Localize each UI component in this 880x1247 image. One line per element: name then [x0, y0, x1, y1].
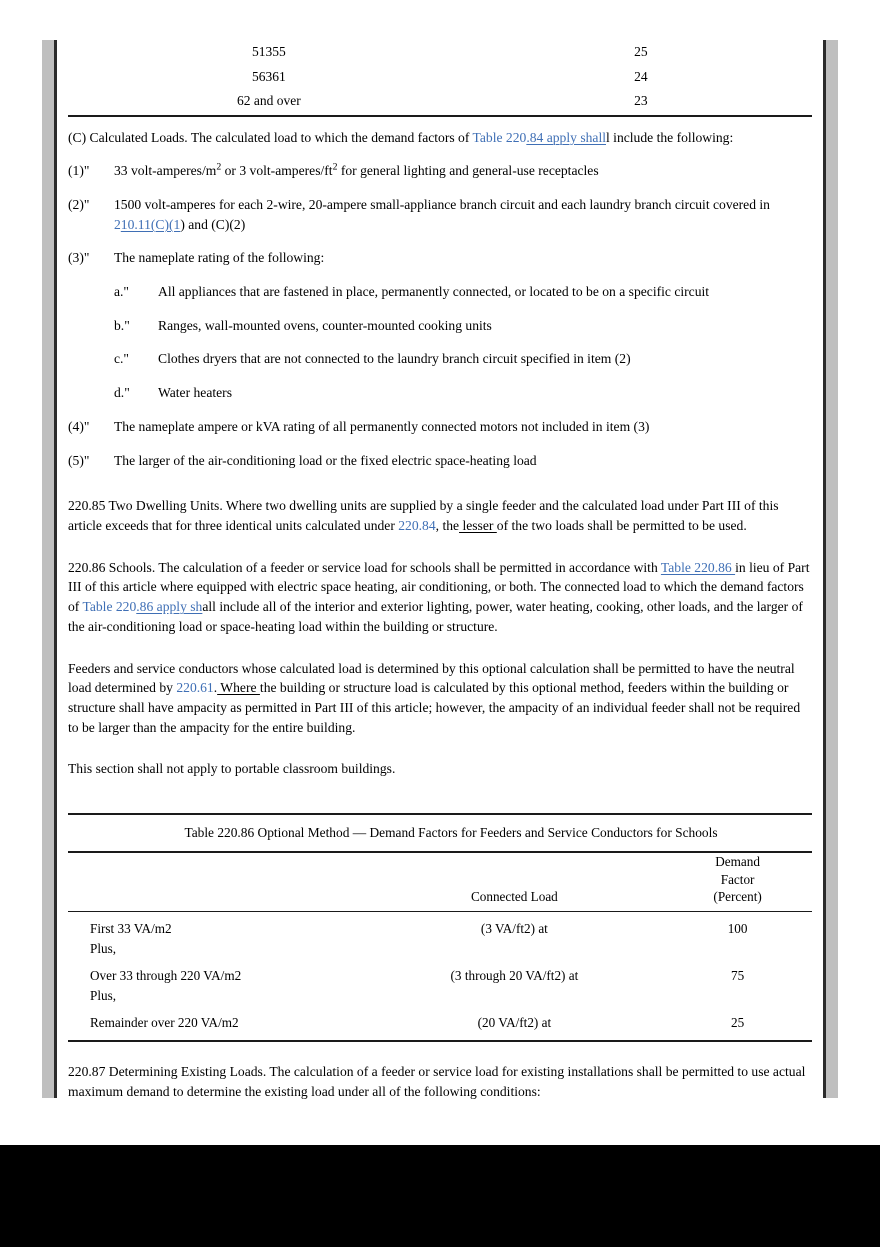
- item2-text-a: 1500 volt-amperes for each 2-wire, 20-ampere small-appliance branch circuit and each laundry branch circuit covered in: [114, 196, 770, 212]
- list-subitem-b: [114, 316, 812, 336]
- link-lesser-underline[interactable]: lesser: [459, 517, 497, 533]
- viewer-bottom-band: [0, 1145, 880, 1247]
- page-content: [68, 40, 812, 1102]
- link-220-84[interactable]: 220.84: [398, 517, 436, 533]
- list-item-3: [68, 248, 812, 268]
- page-right-edge-bar: [823, 40, 838, 1098]
- link-table-220-84-underline[interactable]: .84 apply shall: [526, 129, 606, 145]
- cell-plus-spacer: [366, 940, 664, 959]
- paragraph-calculated-loads: [68, 128, 812, 148]
- list-marker: a.": [114, 284, 129, 300]
- cell-plus-spacer: [663, 940, 812, 959]
- list-marker: (1)": [68, 163, 90, 179]
- list-item-text: [114, 195, 812, 234]
- header-demand-factor-percent: [663, 853, 812, 910]
- continued-demand-factor-table: [68, 40, 812, 115]
- sec22086-text-a: 220.86 Schools. The calculation of a feeder or service load for schools shall be permitted in accordance with: [68, 559, 661, 575]
- list-subitem-a: [114, 282, 812, 302]
- list-subitem-text: Ranges, wall-mounted ovens, counter-mounted cooking units: [158, 317, 492, 333]
- calculated-loads-lead: (C) Calculated Loads. The calculated load to which the demand factors of: [68, 129, 473, 145]
- item1-superscript-b: 2: [332, 161, 338, 173]
- cell-connected-load-imperial: (3 through 20 VA/ft2) at: [450, 968, 579, 984]
- cell-plus-spacer: [663, 987, 812, 1006]
- table-row: [68, 89, 812, 115]
- item1-text-c: for general lighting and general-use receptacles: [337, 163, 599, 179]
- cell-demand-factor: 23: [634, 93, 648, 109]
- cell-demand-factor: 25: [634, 44, 648, 59]
- cell-number-of-units: 62 and over: [237, 93, 301, 109]
- cell-connected-load-imperial: (3 VA/ft2) at: [480, 920, 548, 936]
- table-row-plus: [68, 940, 812, 959]
- table-row: [68, 912, 812, 940]
- link-220-61[interactable]: 220.61: [176, 680, 214, 696]
- table-row: [68, 1006, 812, 1034]
- sec22086-text-b: in lieu of Part III of this article where equipped with electric space heating, air conditioning, or both. The connected load to which the demand factors of: [68, 559, 810, 615]
- link-table-220-86-second[interactable]: Table 220: [82, 599, 137, 615]
- table-header-row: [68, 853, 812, 910]
- cell-plus-spacer: [366, 987, 664, 1006]
- list-subitem-d: [114, 383, 812, 403]
- item2-text-b: ) and (C)(2): [180, 216, 246, 232]
- list-subitem-text: Water heaters: [158, 385, 233, 401]
- list-item-text: [114, 161, 812, 181]
- item1-text-a: 33 volt-amperes/m: [114, 163, 217, 179]
- list-item-4: [68, 417, 812, 437]
- cell-number-of-units: 56361: [252, 68, 286, 84]
- list-item-text: The nameplate rating of the following:: [114, 250, 325, 266]
- feeders-text-c: the building or structure load is calculated by this optional method, feeders within the building or structure shall have ampacity as permitted in Part III of this article; however, the ampacity of an individual feeder shall not be required to be larger than the ampacity for the entire building.: [68, 680, 801, 735]
- link-210-11-c-1[interactable]: 10.11(C)(1: [120, 216, 181, 232]
- cell-connected-load-metric: Remainder over 220 VA/m2: [90, 1015, 239, 1031]
- list-subitem-text: All appliances that are fastened in place, permanently connected, or located to be on a specific circuit: [158, 284, 710, 300]
- header-demand-line3: (Percent): [713, 889, 762, 905]
- list-marker: (3)": [68, 250, 90, 266]
- table-row-plus: [68, 987, 812, 1006]
- list-marker: d.": [114, 385, 130, 401]
- table-row: [68, 959, 812, 987]
- list-item-2: [68, 195, 812, 234]
- paragraph-portable-classrooms: This section shall not apply to portable classroom buildings.: [68, 761, 396, 777]
- feeders-text-b: .: [213, 680, 218, 696]
- link-table-220-84[interactable]: Table 220: [472, 129, 527, 145]
- cell-number-of-units: 51355: [252, 44, 286, 59]
- cell-connected-load-imperial: (20 VA/ft2) at: [477, 1015, 552, 1031]
- continued-table-bottom-rule: [68, 115, 812, 117]
- cell-demand-factor-percent: 75: [731, 968, 745, 984]
- header-blank: [68, 853, 366, 910]
- list-item-5: [68, 451, 812, 471]
- page-left-edge-bar: [42, 40, 57, 1098]
- list-marker: (2)": [68, 196, 90, 212]
- item1-superscript-a: 2: [216, 161, 222, 173]
- table-row: [68, 65, 812, 90]
- list-item-1: [68, 161, 812, 181]
- paragraph-220-86: [68, 558, 812, 637]
- link-table-220-86-second-underline[interactable]: .86 apply sh: [136, 599, 203, 615]
- list-item-text: The nameplate ampere or kVA rating of all permanently connected motors not included in item (3): [114, 418, 650, 434]
- sec22086-text-c: all include all of the interior and exterior lighting, power, water heating, cooking, other loads, and the larger of the air-conditioning load or space-heating load within the building or structure.: [68, 599, 803, 634]
- sec22085-text-a: 220.85 Two Dwelling Units. Where two dwelling units are supplied by a single feeder and the calculated load under Part III of this article exceeds that for three identical units calculated under: [68, 498, 779, 533]
- list-subitem-c: [114, 349, 812, 369]
- table-220-86-body: [68, 912, 812, 1035]
- link-210-11-c-1-prefix[interactable]: 2: [114, 216, 121, 232]
- list-marker: (4)": [68, 418, 90, 434]
- header-demand-line2: Factor: [720, 871, 755, 887]
- table-row: [68, 40, 812, 65]
- cell-demand-factor-percent: 100: [727, 920, 748, 936]
- table-220-86-block: [68, 813, 812, 1042]
- cell-plus: Plus,: [90, 940, 117, 956]
- paragraph-220-87: 220.87 Determining Existing Loads. The calculation of a feeder or service load for existing installations shall be permitted to use actual maximum demand to determine the existing load under all of the following conditions:: [68, 1064, 806, 1100]
- header-connected-load: Connected Load: [470, 889, 558, 905]
- calculated-loads-tail: l include the following:: [606, 129, 734, 145]
- list-item-text: The larger of the air-conditioning load or the fixed electric space-heating load: [114, 452, 537, 468]
- table-220-86-caption: Table 220.86 Optional Method — Demand Factors for Feeders and Service Conductors for Schools: [184, 825, 718, 841]
- feeders-text-a: Feeders and service conductors whose calculated load is determined by this optional calculation shall be permitted to have the neutral load determined by: [68, 660, 795, 696]
- sec22085-text-b: , the: [435, 517, 460, 533]
- header-demand-line1: Demand: [715, 854, 760, 870]
- cell-connected-load-metric: Over 33 through 220 VA/m2: [90, 968, 242, 984]
- link-table-220-86[interactable]: Table 220.86: [660, 559, 736, 575]
- sec22085-text-c: of the two loads shall be permitted to be used.: [496, 517, 747, 533]
- paragraph-feeders-service-conductors: [68, 659, 812, 738]
- table-220-86-bottom-rule: [68, 1040, 812, 1042]
- paragraph-220-85: [68, 496, 812, 535]
- list-marker: (5)": [68, 452, 90, 468]
- table-220-86: [68, 853, 812, 910]
- list-subitem-text: Clothes dryers that are not connected to the laundry branch circuit specified in item (2): [158, 351, 631, 367]
- list-marker: c.": [114, 351, 129, 367]
- cell-plus: Plus,: [90, 988, 117, 1004]
- item1-text-b: or 3 volt-amperes/ft: [221, 163, 333, 179]
- cell-connected-load-metric: First 33 VA/m2: [90, 920, 172, 936]
- cell-demand-factor-percent: 25: [731, 1015, 745, 1031]
- list-marker: b.": [114, 317, 130, 333]
- cell-demand-factor: 24: [634, 68, 648, 84]
- link-where-underline[interactable]: Where: [217, 680, 260, 696]
